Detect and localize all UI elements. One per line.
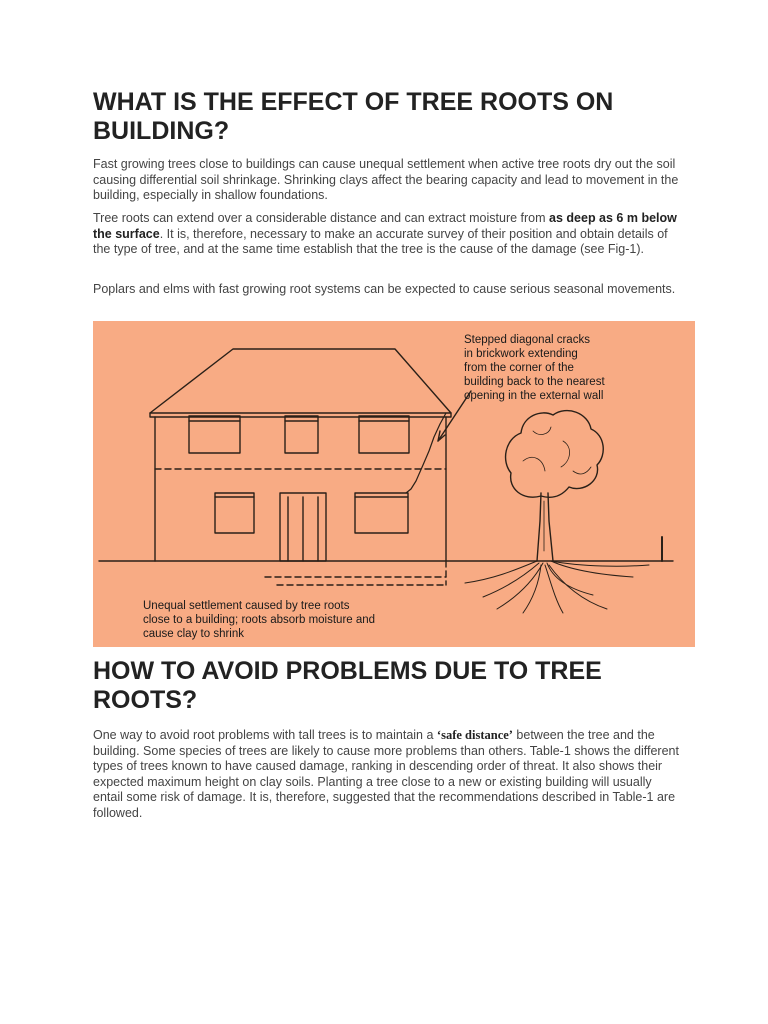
crack-annotation-line: opening in the external wall xyxy=(464,390,604,402)
house-walls xyxy=(155,417,446,561)
paragraph-unequal-settlement: Fast growing trees close to buildings can cause unequal settlement when active tree roots dry out the soil causing differential soil shrinkage. Shrinking clays affect the bearing capacity and lead to movement in the building, especially in shallow foundations. xyxy=(93,157,679,202)
crack-annotation-line: in brickwork extending xyxy=(464,348,578,360)
paragraph-root-extent xyxy=(93,211,683,258)
paragraph-root-extent-text: Tree roots can extend over a considerable distance and can extract moisture from xyxy=(93,211,550,225)
depth-highlight: as deep as 6 m below the surface xyxy=(93,211,677,241)
house-roof xyxy=(150,349,451,417)
settlement-annotation xyxy=(143,599,375,641)
tree-crown-detail xyxy=(523,427,591,474)
paragraph-poplars-elms: Poplars and elms with fast growing root systems can be expected to cause serious seasonal movements. xyxy=(93,282,676,296)
crack-annotation xyxy=(464,333,605,403)
paragraph-safe-distance-rest: between the tree and the building. Some species of trees are likely to cause more problems than others. Table-1 shows the different types of trees known to have caused damage, ranking in descending order of threat. It also shows their expected maximum height on clay soils. Planting a tree close to a new or existing building will usually entail some risk of damage. It is, therefore, suggested that the recommendations described in Table-1 are followed. xyxy=(93,728,679,820)
settlement-annotation-line: cause clay to shrink xyxy=(143,628,244,640)
paragraph-root-extent-rest: . It is, therefore, necessary to make an accurate survey of their position and obtain details of the type of tree, and at the same time establish that the tree is the cause of the damage (see Fig-1). xyxy=(93,226,668,256)
lower-windows xyxy=(215,493,408,533)
foundation-lines xyxy=(265,561,446,585)
crack-annotation-line: from the corner of the xyxy=(464,362,574,374)
tree-trunk xyxy=(537,493,553,561)
paragraph-safe-distance xyxy=(93,728,683,821)
tree-roots xyxy=(465,561,649,613)
section-heading-avoid: HOW TO AVOID PROBLEMS DUE TO TREE ROOTS? xyxy=(93,657,602,714)
crack-annotation-line: building back to the nearest xyxy=(464,376,605,388)
section-heading-effect: WHAT IS THE EFFECT OF TREE ROOTS ON BUILDING? xyxy=(93,88,614,145)
front-door xyxy=(280,493,326,561)
upper-windows xyxy=(189,416,409,453)
safe-distance-highlight: ‘safe distance’ xyxy=(436,728,513,742)
tree-crown xyxy=(506,411,604,498)
stepped-crack xyxy=(406,413,446,493)
settlement-annotation-line: Unequal settlement caused by tree roots xyxy=(143,600,350,612)
settlement-annotation-line: close to a building; roots absorb moisture and xyxy=(143,614,376,626)
crack-annotation-line: Stepped diagonal cracks xyxy=(464,334,590,346)
figure-tree-roots-diagram xyxy=(93,321,695,647)
paragraph-safe-distance-text: One way to avoid root problems with tall trees is to maintain a xyxy=(93,728,437,742)
